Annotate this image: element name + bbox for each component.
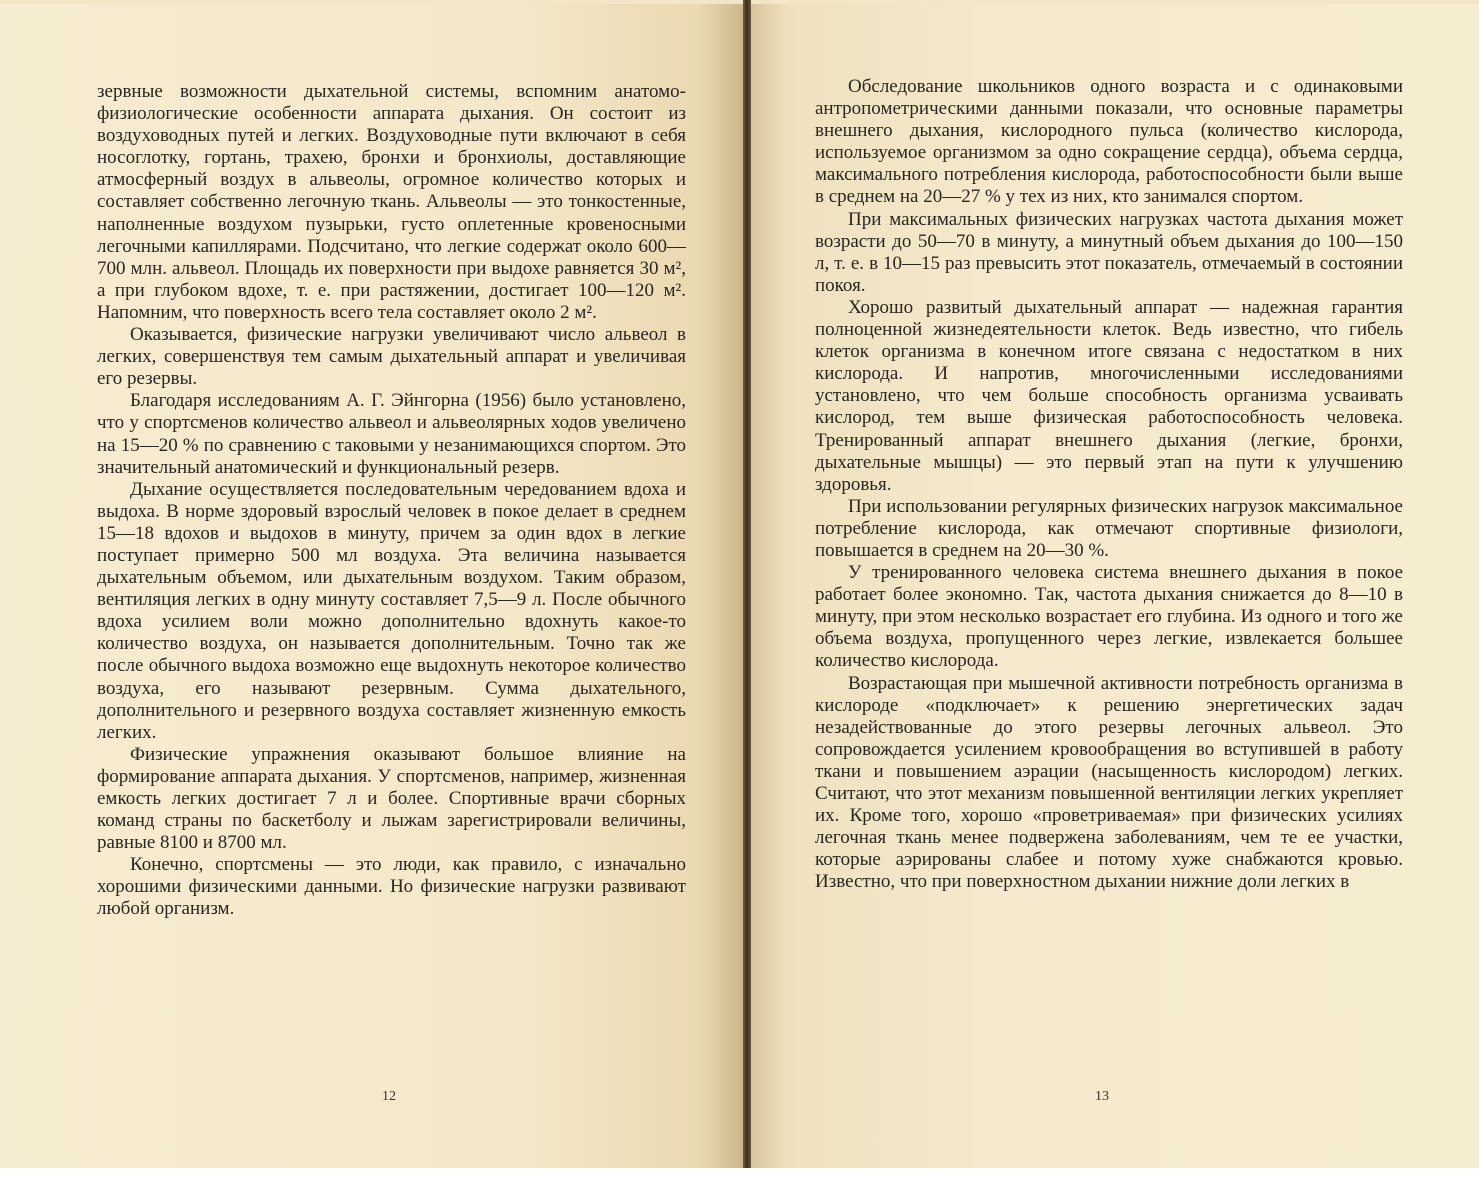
book-gutter [743,0,751,1177]
paragraph: Физические упражнения оказывают большое влияние на формирование аппарата дыхания. У спортсменов, например, жизненная емкость легких достигает 7 л и более. Спортивные врачи сборных команд страны по баскетболу и лыжам зарегистрировали величины, равные 8100 и 8700 мл. [97,743,686,854]
paragraph: У тренированного человека система внешнего дыхания в покое работает более экономно. Так, частота дыхания снижается до 8—10 в минуту, при этом несколько возрастает его глубина. Из одного и того же объема воздуха, пропущенного через легкие, извлекается большее количество кислорода. [815,562,1403,672]
right-page [751,4,1479,1172]
page-number: 12 [382,1089,396,1104]
paragraph: Оказывается, физические нагрузки увеличивают число альвеол в легких, совершенствуя тем самым дыхательный аппарат и увеличивая его резервы. [97,324,686,390]
paragraph: Обследование школьников одного возраста и с одинаковыми антропометрическими данными показали, что основные параметры внешнего дыхания, кислородного пульса (количество кислорода, используемое организмом за одно сокращение сердца), объема сердца, максимального потребления кислорода, работоспособности были выше в среднем на 20—27 % у тех из них, кто занимался спортом. [815,76,1403,208]
paragraph: Благодаря исследованиям А. Г. Эйнгорна (1956) было установлено, что у спортсменов количество альвеол и альвеолярных ходов увеличено на 15—20 % по сравнению с таковыми у незанимающихся спортом. Это значительный анатомический и функциональный резерв. [97,390,686,478]
paragraph: зервные возможности дыхательной системы, вспомним анатомо-физиологические особенности аппарата дыхания. Он состоит из воздуховодных путей и легких. Воздуховодные пути включают в себя носоглотку, гортань, трахею, бронхи и бронхиолы, доставляющие атмосферный воздух в альвеолы, огромное количество которых и составляет собственно легочную ткань. Альвеолы — это тонкостенные, наполненные воздухом пузырьки, густо оплетенные кровеносными легочными капиллярами. Подсчитано, что легкие содержат около 600—700 млн. альвеол. Площадь их поверхности при выдохе равняется 30 м², а при глубоком вдохе, т. е. при растяжении, достигает 100—120 м². Напомним, что поверхность всего тела составляет около 2 м². [97,81,686,323]
paragraph: Дыхание осуществляется последовательным чередованием вдоха и выдоха. В норме здоровый взрослый человек в покое делает в среднем 15—18 вдохов и выдохов в минуту, причем за один вдох в легкие поступает примерно 500 мл воздуха. Эта величина называется дыхательным объемом, или дыхательным воздухом. Таким образом, вентиляция легких в одну минуту составляет 7,5—9 л. После обычного вдоха усилием воли можно дополнительно вдохнуть какое-то количество воздуха, он называется дополнительным. Точно так же после обычного выдоха возможно еще выдохнуть некоторое количество воздуха, его называют резервным. Сумма дыхательного, дополнительного и резервного воздуха составляет жизненную емкость легких. [97,478,686,743]
page-number: 13 [1095,1089,1109,1104]
paragraph: При использовании регулярных физических нагрузок максимальное потребление кислорода, как отмечают спортивные физиологи, повышается в среднем на 20—30 %. [815,495,1403,561]
paragraph: При максимальных физических нагрузках частота дыхания может возрасти до 50—70 в минуту, а минутный объем дыхания до 100—150 л, т. е. в 10—15 раз превысить этот показатель, отмечаемый в состоянии покоя. [815,208,1403,296]
scan-edge [0,1168,1479,1177]
left-page [0,4,743,1172]
paragraph: Конечно, спортсмены — это люди, как правило, с изначально хорошими физическими данными. Но физические нагрузки развивают любой организм. [97,854,686,920]
right-page-text [815,76,1403,893]
left-page-text [97,81,686,921]
paragraph: Хорошо развитый дыхательный аппарат — надежная гарантия полноценной жизнедеятельности клеток. Ведь известно, что гибель клеток организма в конечном итоге связана с недостатком в них кислорода. И напротив, многочисленными исследованиями установлено, что чем больше способность организма усваивать кислород, тем выше физическая работоспособность человека. Тренированный аппарат внешнего дыхания (легкие, бронхи, дыхательные мышцы) — это первый этап на пути к улучшению здоровья. [815,296,1403,495]
paragraph: Возрастающая при мышечной активности потребность организма в кислороде «подключает» к решению энергетических задач незадействованные до этого резервы легочных альвеол. Это сопровождается усилением кровообращения во вступившей в работу ткани и повышением аэрации (насыщенность кислородом) легких. Считают, что этот механизм повышенной вентиляции легких укрепляет их. Кроме того, хорошо «проветриваемая» при физических усилиях легочная ткань менее подвержена заболеваниям, чем те ее участки, которые аэрированы слабее и потому хуже снабжаются кровью. Известно, что при поверхностном дыхании нижние доли легких в [815,672,1403,893]
